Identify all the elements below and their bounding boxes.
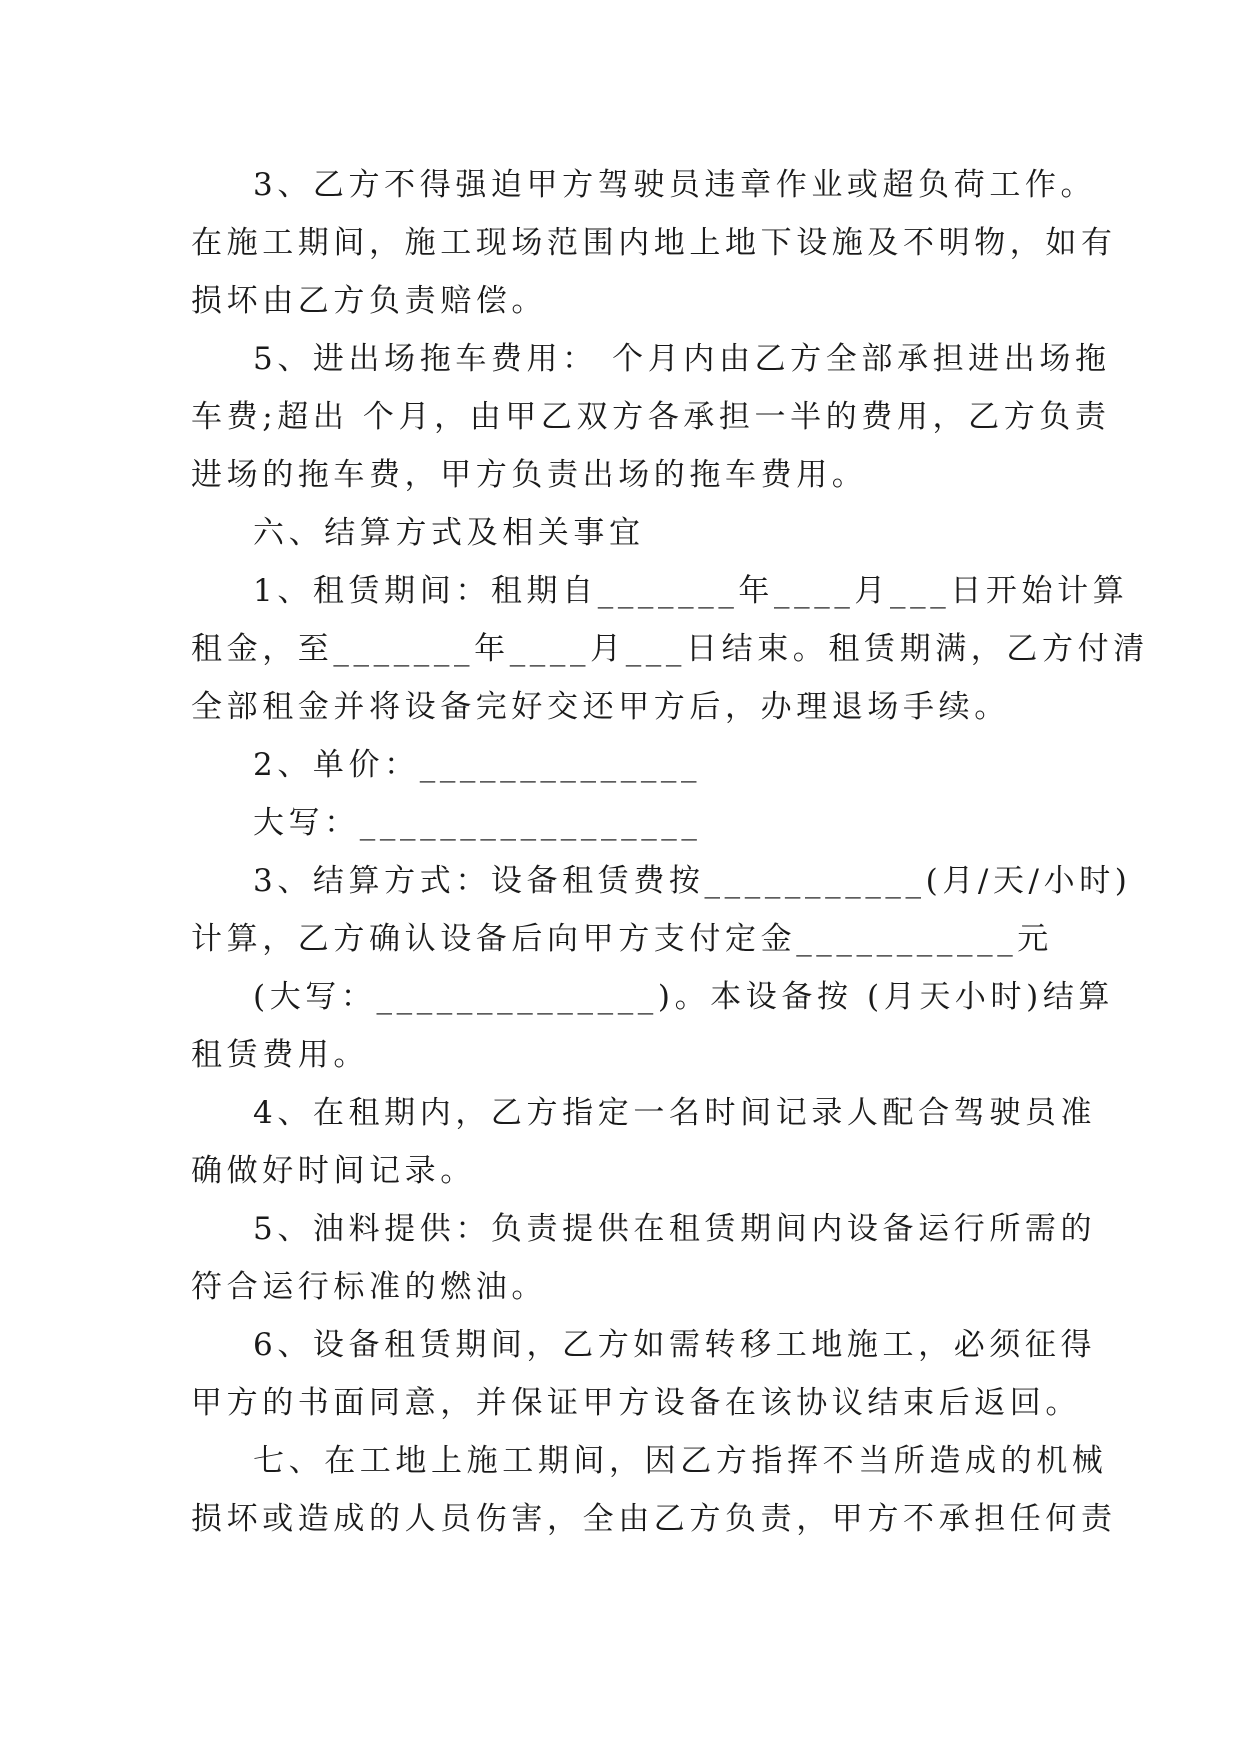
clause-5-fuel-line-1: 5、油料提供：负责提供在租赁期间内设备运行所需的: [253, 1211, 1097, 1247]
document-body: [191, 156, 1149, 1548]
clause-1-lease-period-line-1: 1、租赁期间：租期自_______年____月___日开始计算: [253, 573, 1129, 609]
clause-2-unit-price: 2、单价：______________: [253, 747, 702, 783]
section-7-line-1: 七、在工地上施工期间，因乙方指挥不当所造成的机械: [253, 1443, 1108, 1479]
clause-5-towing-line-2: 车费;超出 个月，由甲乙双方各承担一半的费用，乙方负责: [191, 399, 1111, 435]
clause-6-transfer-line-2: 甲方的书面同意，并保证甲方设备在该协议结束后返回。: [191, 1385, 1081, 1421]
clause-5-towing-line-1: 5、进出场拖车费用： 个月内由乙方全部承担进出场拖: [253, 341, 1111, 377]
section-6-heading: 六、结算方式及相关事宜: [253, 515, 645, 551]
section-7-line-2: 损坏或造成的人员伤害，全由乙方负责，甲方不承担任何责: [191, 1501, 1117, 1537]
clause-4-time-record-line-1: 4、在租期内，乙方指定一名时间记录人配合驾驶员准: [253, 1095, 1097, 1131]
clause-3-line-3: 损坏由乙方负责赔偿。: [191, 283, 547, 319]
clause-1-lease-period-line-3: 全部租金并将设备完好交还甲方后，办理退场手续。: [191, 689, 1010, 725]
clause-4-time-record-line-2: 确做好时间记录。: [191, 1153, 476, 1189]
clause-5-towing-line-3: 进场的拖车费，甲方负责出场的拖车费用。: [191, 457, 868, 493]
clause-2-amount-in-words: 大写：_________________: [253, 805, 702, 841]
clause-3-settlement-line-3: (大写：______________)。本设备按 (月天小时)结算: [253, 979, 1115, 1015]
clause-3-line-2: 在施工期间，施工现场范围内地上地下设施及不明物，如有: [191, 225, 1117, 261]
clause-6-transfer-line-1: 6、设备租赁期间，乙方如需转移工地施工，必须征得: [253, 1327, 1097, 1363]
clause-1-lease-period-line-2: 租金，至_______年____月___日结束。租赁期满，乙方付清: [191, 631, 1149, 667]
clause-3-settlement-line-4: 租赁费用。: [191, 1037, 369, 1073]
clause-3-settlement-line-2: 计算，乙方确认设备后向甲方支付定金___________元: [191, 921, 1053, 957]
clause-3-settlement-line-1: 3、结算方式：设备租赁费按___________(月/天/小时): [253, 863, 1132, 899]
clause-3-line-1: 3、乙方不得强迫甲方驾驶员违章作业或超负荷工作。: [253, 167, 1097, 203]
clause-5-fuel-line-2: 符合运行标准的燃油。: [191, 1269, 547, 1305]
